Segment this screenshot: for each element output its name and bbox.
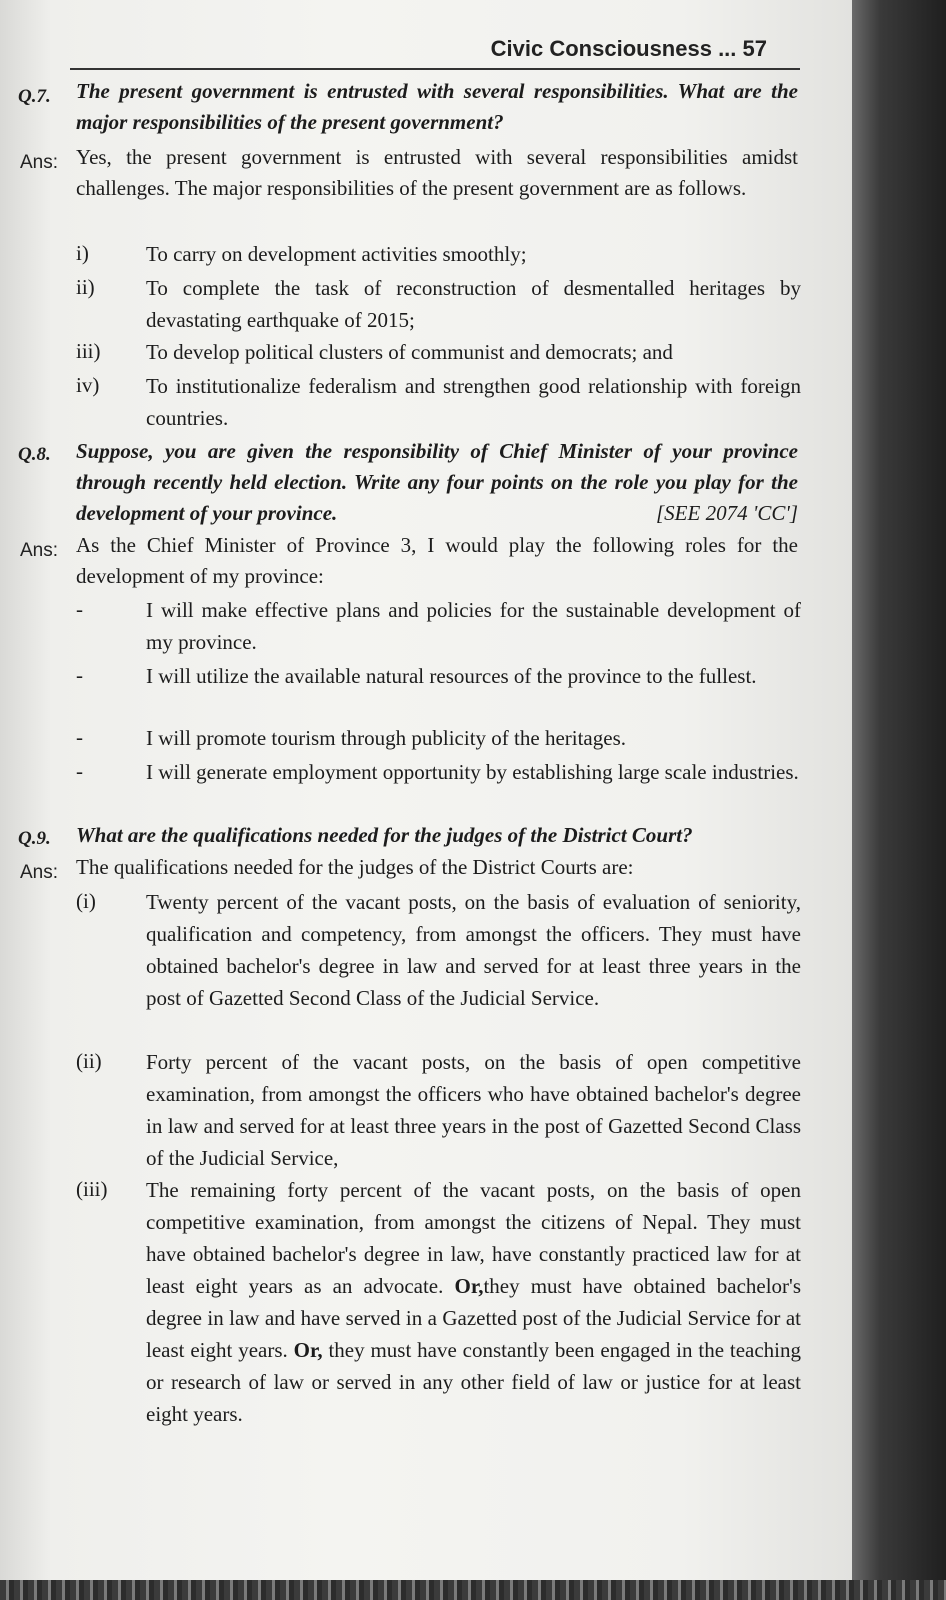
list-item-bullet: - <box>76 597 83 621</box>
list-item-bullet: - <box>76 663 83 687</box>
bottom-edge <box>0 1580 946 1600</box>
list-item-text: To carry on development activities smoothly; <box>146 242 527 266</box>
list-item-text <box>146 1174 801 1430</box>
page-header-title: Civic Consciousness ... 57 <box>490 36 767 61</box>
q9-answer-intro: The qualifications needed for the judges of the District Courts are: <box>76 855 634 879</box>
or-keyword: Or, <box>454 1274 484 1298</box>
list-item-text: I will generate employment opportunity by establishing large scale industries. <box>146 760 799 784</box>
list-item-number: i) <box>76 241 89 265</box>
q8-label: Q.8. <box>18 444 51 465</box>
q9-label: Q.9. <box>18 828 51 849</box>
list-item-number: iii) <box>76 339 101 363</box>
item-text-part: they must have constantly been engaged in the teaching or research of law or served in any other field of law or justice for at least eight years. <box>146 1338 801 1426</box>
item-text-part: they must have obtained bachelor's degree in law and have served in a Gazetted post of the Judicial Service for at least eight years. <box>146 1274 802 1362</box>
q7-question: The present government is entrusted with several responsibilities. What are the major responsibilities of the present government? <box>76 79 798 134</box>
list-item-text: To institutionalize federalism and strengthen good relationship with foreign countries. <box>146 374 801 430</box>
list-item-text: I will promote tourism through publicity of the heritages. <box>146 726 626 750</box>
list-item-number: (iii) <box>76 1177 108 1201</box>
page-edge-shadow <box>852 0 946 1600</box>
q8-source: [SEE 2074 'CC'] <box>656 501 798 525</box>
q7-ans-label: Ans: <box>20 152 59 173</box>
item-text-part: The remaining forty percent of the vacant posts, on the basis of open competitive examination, from amongst the citizens of Nepal. They must have obtained bachelor's degree in law, have constantly practiced law for at least eight years as an advocate. <box>146 1178 801 1298</box>
q8-answer-intro: As the Chief Minister of Province 3, I would play the following roles for the development of my province: <box>76 533 798 588</box>
list-item-number: (i) <box>76 889 96 913</box>
header-rule <box>70 68 800 70</box>
list-item-text: To complete the task of reconstruction of desmentalled heritages by devastating earthquake of 2015; <box>146 276 801 332</box>
list-item-text: Forty percent of the vacant posts, on the basis of open competitive examination, from amongst the officers who have obtained bachelor's degree in law and served for at least three years in the post of Gazetted Second Class of the Judicial Service, <box>146 1050 801 1170</box>
q8-question-text: Suppose, you are given the responsibility of Chief Minister of your province through recently held election. Write any four points on the role you play for the development of your province. <box>76 439 798 525</box>
list-item-number: (ii) <box>76 1049 102 1073</box>
list-item-number: ii) <box>76 275 95 299</box>
or-keyword: Or, <box>293 1338 323 1362</box>
list-item-text: Twenty percent of the vacant posts, on the basis of evaluation of seniority, qualification and competency, from amongst the officers. They must have obtained bachelor's degree in law and served for at least three years in the post of Gazetted Second Class of the Judicial Service. <box>146 890 801 1010</box>
q9-ans-label: Ans: <box>20 862 59 883</box>
list-item-bullet: - <box>76 725 83 749</box>
q8-ans-label: Ans: <box>20 540 59 561</box>
list-item-number: iv) <box>76 373 100 397</box>
list-item-text: To develop political clusters of communist and democrats; and <box>146 340 673 364</box>
q7-answer-intro: Yes, the present government is entrusted with several responsibilities amidst challenges. The major responsibilities of the present government are as follows. <box>76 145 798 200</box>
list-item-text: I will utilize the available natural resources of the province to the fullest. <box>146 664 757 688</box>
q8-question <box>76 436 798 529</box>
list-item-bullet: - <box>76 759 83 783</box>
q9-question: What are the qualifications needed for the judges of the District Court? <box>76 823 693 847</box>
q7-label: Q.7. <box>18 86 51 107</box>
list-item-text: I will make effective plans and policies for the sustainable development of my province. <box>146 598 801 654</box>
